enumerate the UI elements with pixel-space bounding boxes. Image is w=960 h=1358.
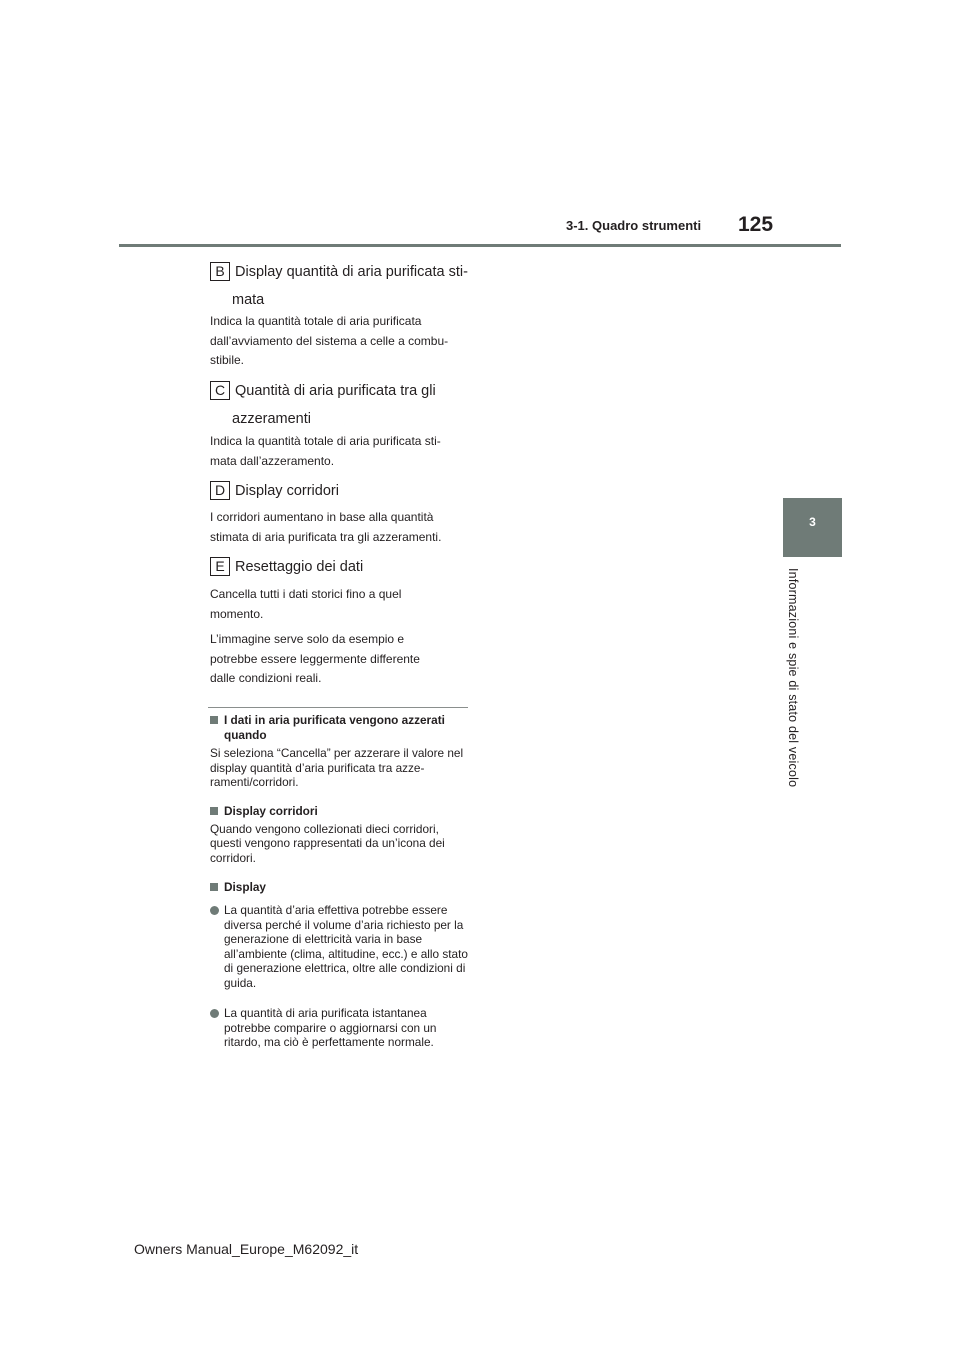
item-b-desc-line: Indica la quantità totale di aria purificata [210, 314, 422, 328]
bullet-text: La quantità d’aria effettiva potrebbe essere diversa perché il volume d’aria richiesto per la generazione di elettricità varia in base all’ambiente (clima, altitudine, ecc.) e allo stato di generazione elettrica, oltre alle condizioni di guida. [224, 903, 468, 990]
note-title: Display corridori [224, 804, 318, 818]
item-b-title-line1: Display quantità di aria purificata sti- [235, 264, 468, 280]
square-bullet-icon [210, 883, 218, 891]
item-d-desc-line: stimata di aria purificata tra gli azzeramenti. [210, 529, 442, 544]
item-b-title-line2: mata [232, 292, 265, 308]
item-e-description [210, 585, 470, 624]
footer-doc-id: Owners Manual_Europe_M62092_it [134, 1241, 359, 1257]
item-b-heading [210, 258, 475, 314]
item-e-heading [210, 553, 475, 581]
item-c-desc-line: mata dall’azzeramento. [210, 453, 335, 468]
round-bullet-icon [210, 1009, 219, 1018]
item-b-desc-line: dall’avviamento del sistema a celle a combu- [210, 333, 449, 348]
callout-letter-d: D [210, 481, 230, 500]
item-c-title-line1: Quantità di aria purificata tra gli [235, 383, 436, 399]
item-c-heading [210, 377, 475, 433]
item-b-desc-line: stibile. [210, 353, 245, 367]
note-title: I dati in aria purificata vengono azzerati quando [224, 713, 445, 742]
page-number: 125 [738, 213, 774, 236]
item-d-desc-line: I corridori aumentano in base alla quantità [210, 510, 434, 524]
round-bullet-icon [210, 906, 219, 915]
bullet-text: La quantità di aria purificata istantanea potrebbe comparire o aggiornarsi con un ritardo, ma ciò è perfettamente normale. [224, 1006, 437, 1049]
note-reset-conditions [210, 713, 472, 790]
item-e-desc-line: momento. [210, 606, 264, 621]
item-e-desc-line: Cancella tutti i dati storici fino a quel [210, 587, 402, 601]
disclaimer-line: L’immagine serve solo da esempio e [210, 632, 405, 646]
callout-letter-b: B [210, 262, 230, 281]
square-bullet-icon [210, 807, 218, 815]
item-b-description [210, 312, 470, 371]
callout-letter-e: E [210, 557, 230, 576]
section-header: 3-1. Quadro strumenti [566, 218, 702, 233]
note-body: Quando vengono collezionati dieci corridori, questi vengono rappresentati da un’icona dei corridori. [210, 821, 445, 865]
bullet-item [210, 903, 472, 990]
item-c-description [210, 432, 470, 471]
item-d-description [210, 508, 470, 547]
item-c-title-line2: azzeramenti [232, 411, 311, 427]
item-d-title: Display corridori [235, 483, 339, 499]
item-e-title: Resettaggio dei dati [235, 559, 364, 575]
disclaimer-line: dalle condizioni reali. [210, 671, 322, 685]
bullet-item [210, 1006, 472, 1050]
note-body: Si seleziona “Cancella” per azzerare il valore nel display quantità d’aria purificata tra azze-ramenti/corridori. [210, 746, 464, 789]
callout-letter-c: C [210, 381, 230, 400]
note-title: Display [224, 880, 266, 894]
header-rule [119, 244, 841, 247]
disclaimer-line: potrebbe essere leggermente differente [210, 651, 420, 666]
chapter-tab: 3 [783, 498, 842, 557]
note-display [210, 880, 472, 895]
item-c-desc-line: Indica la quantità totale di aria purificata sti- [210, 434, 441, 448]
section-divider [208, 707, 468, 708]
item-d-heading [210, 477, 475, 505]
square-bullet-icon [210, 716, 218, 724]
chapter-title: Informazioni e spie di stato del veicolo [786, 568, 800, 788]
illustration-disclaimer [210, 630, 470, 689]
note-runners-display [210, 804, 472, 865]
